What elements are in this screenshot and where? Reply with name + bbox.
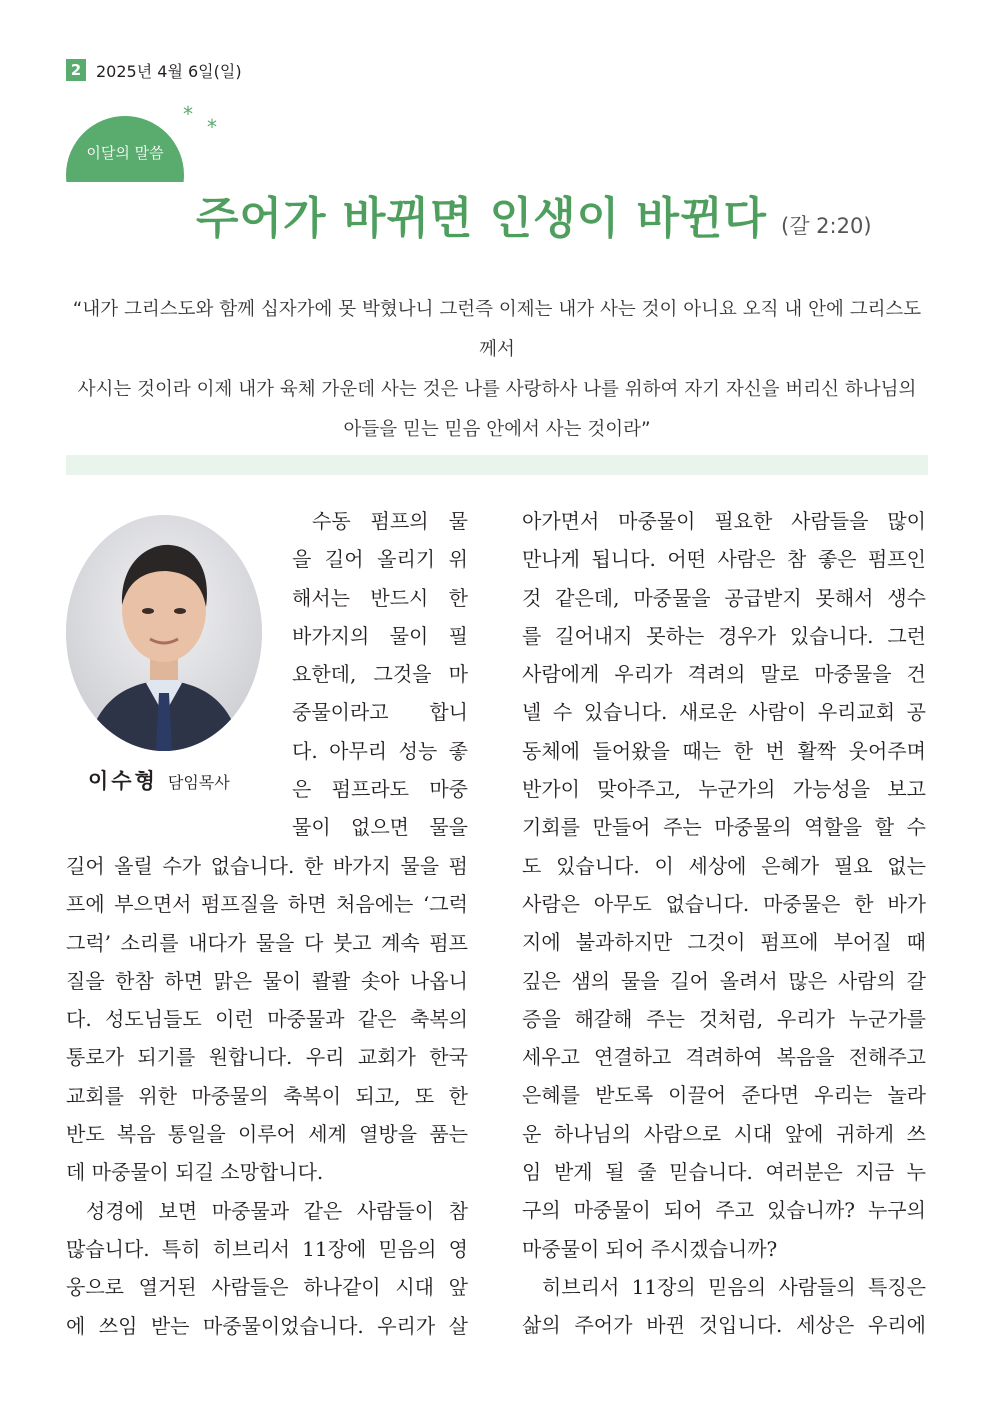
- scripture-quote: [66, 290, 928, 450]
- star-icon: *: [183, 102, 193, 126]
- page-number: 2: [66, 59, 86, 81]
- star-icon: *: [207, 115, 217, 139]
- text-line: 교회를 위한 마중물의 축복이 되고, 또 한: [66, 1083, 468, 1108]
- quote-line: 아들을 믿는 믿음 안에서 사는 것이라”: [343, 419, 651, 440]
- text-line: 를 길어내지 못하는 경우가 있습니다. 그런: [522, 623, 926, 648]
- text-line: 깊은 샘의 물을 길어 올려서 많은 사람의 갈: [522, 968, 926, 993]
- text-line: 다. 아무리 성능 좋: [292, 738, 468, 763]
- text-line: 것 같은데, 마중물을 공급받지 못해서 생수: [522, 585, 926, 610]
- quote-line: 사시는 것이라 이제 내가 육체 가운데 사는 것은 나를 사랑하사 나를 위하여 자기 자신을 버리신 하나님의: [77, 379, 917, 400]
- text-line: 은 펌프라도 마중: [292, 777, 468, 802]
- text-line: 통로가 되기를 원합니다. 우리 교회가 한국: [66, 1045, 468, 1070]
- section-badge-label: 이달의 말씀: [86, 144, 164, 162]
- article-title: [196, 182, 872, 246]
- author-photo: [66, 515, 262, 751]
- author-byline: [88, 765, 230, 795]
- text-line: 사람은 아무도 없습니다. 마중물은 한 바가: [522, 891, 926, 916]
- text-line: 물이 없으면 물을: [292, 815, 468, 840]
- text-line: 성경에 보면 마중물과 같은 사람들이 참: [86, 1198, 468, 1223]
- text-line: 중물이라고 합니: [292, 700, 468, 725]
- text-line: 도 있습니다. 이 세상에 은혜가 필요 없는: [522, 853, 926, 878]
- text-line: 은혜를 받도록 이끌어 준다면 우리는 놀라: [522, 1083, 926, 1108]
- text-line: 증을 해갈해 주는 것처럼, 우리가 누군가를: [522, 1006, 926, 1031]
- divider-band: [66, 455, 928, 475]
- text-line: 수동 펌프의 물: [312, 509, 468, 533]
- body-column-2: [522, 502, 926, 1345]
- text-line: 마중물이 되어 주시겠습니까?: [522, 1236, 778, 1261]
- text-line: 히브리서 11장의 믿음의 사람들의 특징은: [542, 1274, 926, 1299]
- body-column-1-top: [292, 502, 468, 847]
- text-line: 에 쓰임 받는 마중물이었습니다. 우리가 살: [66, 1313, 468, 1338]
- text-line: 해서는 반드시 한: [292, 585, 468, 610]
- text-line: 넬 수 있습니다. 새로운 사람이 우리교회 공: [522, 700, 926, 725]
- text-line: 반가이 맞아주고, 누군가의 가능성을 보고: [522, 777, 926, 802]
- text-line: 반도 복음 통일을 이루어 세계 열방을 품는: [66, 1122, 468, 1147]
- text-line: 기회를 만들어 주는 마중물의 역할을 할 수: [522, 815, 926, 840]
- author-title: 담임목사: [167, 773, 230, 792]
- text-line: 프에 부으면서 펌프질을 하면 처음에는 ‘그럭: [66, 892, 468, 917]
- text-line: 다. 성도님들도 이런 마중물과 같은 축복의: [66, 1007, 468, 1032]
- body-column-1-bottom: [66, 847, 468, 1345]
- author-name: 이수형: [88, 769, 158, 793]
- text-line: 운 하나님의 사람으로 시대 앞에 귀하게 쓰: [522, 1121, 926, 1146]
- text-line: 세우고 연결하고 격려하여 복음을 전해주고: [522, 1045, 926, 1070]
- title-main: 주어가 바뀌면 인생이 바뀐다: [196, 193, 768, 244]
- quote-line: “내가 그리스도와 함께 십자가에 못 박혔나니 그런즉 이제는 내가 사는 것이 아니요 오직 내 안에 그리스도께서: [72, 299, 922, 360]
- text-line: 사람에게 우리가 격려의 말로 마중물을 건: [522, 662, 926, 687]
- scripture-reference: (갈 2:20): [781, 214, 872, 238]
- text-line: 요한데, 그것을 마: [292, 662, 468, 687]
- text-line: 지에 불과하지만 그것이 펌프에 부어질 때: [522, 930, 926, 955]
- text-line: 삶의 주어가 바뀐 것입니다. 세상은 우리에: [522, 1313, 926, 1338]
- text-line: 을 길어 올리기 위: [292, 547, 468, 572]
- text-line: 동체에 들어왔을 때는 한 번 활짝 웃어주며: [522, 738, 926, 763]
- text-line: 질을 한참 하면 맑은 물이 콸콸 솟아 나옵니: [66, 968, 468, 993]
- text-line: 바가지의 물이 필: [292, 623, 468, 648]
- text-line: 구의 마중물이 되어 주고 있습니까? 누구의: [522, 1198, 926, 1223]
- text-line: 만나게 됩니다. 어떤 사람은 참 좋은 펌프인: [522, 547, 926, 572]
- text-line: 많습니다. 특히 히브리서 11장에 믿음의 영: [66, 1236, 468, 1261]
- text-line: 길어 올릴 수가 없습니다. 한 바가지 물을 펌: [66, 854, 468, 878]
- text-line: 그럭’ 소리를 내다가 물을 다 붓고 계속 펌프: [66, 930, 468, 955]
- text-line: 임 받게 될 줄 믿습니다. 여러분은 지금 누: [522, 1160, 926, 1185]
- text-line: 아가면서 마중물이 필요한 사람들을 많이: [522, 509, 926, 533]
- text-line: 웅으로 열거된 사람들은 하나같이 시대 앞: [66, 1275, 468, 1300]
- page-header: [66, 58, 242, 82]
- issue-date: 2025년 4월 6일(일): [96, 61, 242, 81]
- text-line: 데 마중물이 되길 소망합니다.: [66, 1160, 324, 1185]
